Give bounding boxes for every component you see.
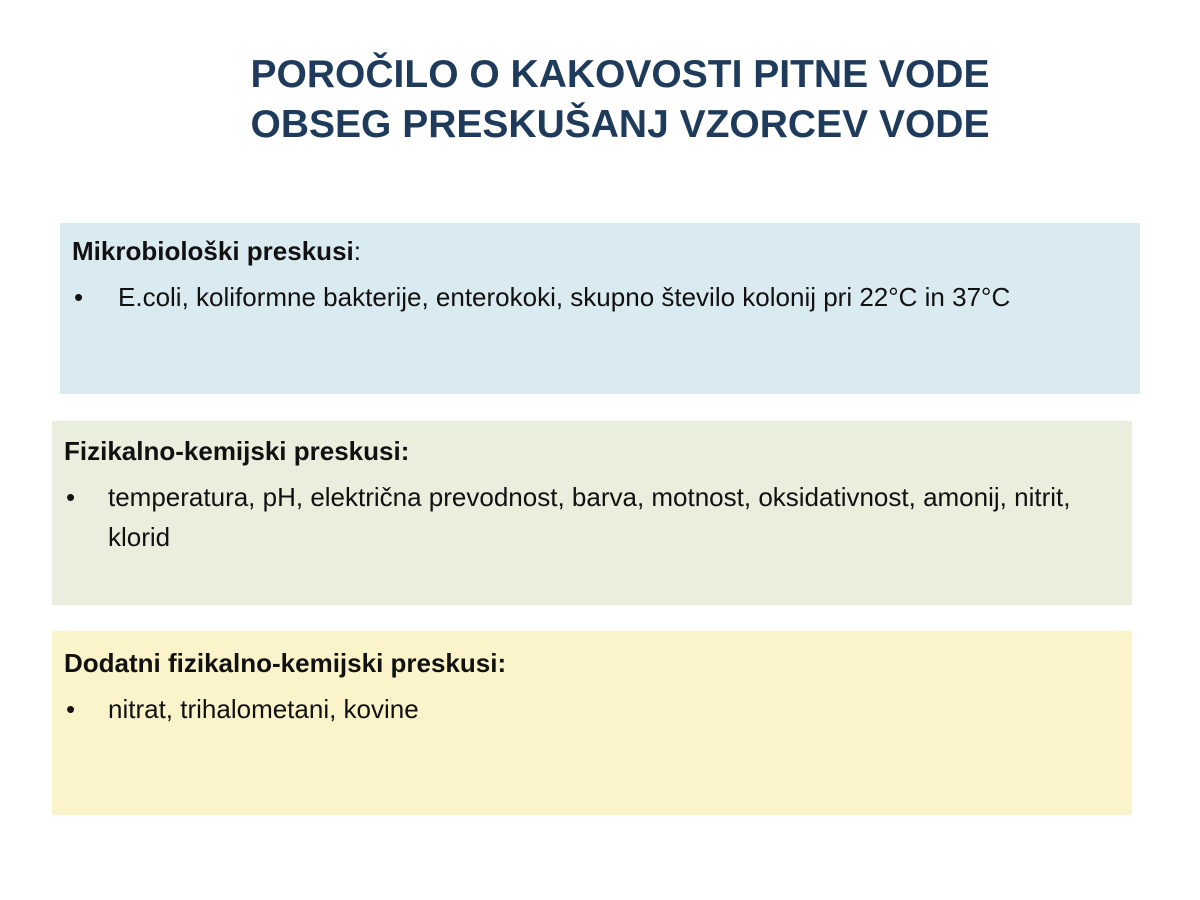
section-heading [64, 647, 1120, 679]
list-item [64, 689, 1120, 729]
title-line-1: POROČILO O KAKOVOSTI PITNE VODE [250, 53, 990, 96]
list-item [64, 477, 1120, 557]
microbiology-section [60, 223, 1140, 394]
section-heading [64, 435, 1120, 467]
section-heading-text: Mikrobiološki preskusi [72, 236, 354, 266]
bullet-icon: • [66, 482, 76, 512]
list-item-text: E.coli, koliformne bakterije, enterokoki, skupno število kolonij pri 22°C in 37°C [118, 282, 1011, 312]
bullet-icon: • [74, 282, 84, 312]
section-heading-text: Fizikalno-kemijski preskusi: [64, 436, 410, 466]
section-heading-suffix: : [353, 236, 361, 266]
section-heading-text: Dodatni fizikalno-kemijski preskusi: [64, 648, 507, 678]
section-heading [72, 235, 1128, 267]
additional-physicochemical-section [52, 631, 1132, 815]
list-item-text: temperatura, pH, električna prevodnost, barva, motnost, oksidativnost, amonij, nitrit, klorid [108, 482, 1071, 552]
bullet-icon: • [66, 694, 76, 724]
list-item-text: nitrat, trihalometani, kovine [108, 694, 419, 724]
list-item [72, 277, 1128, 317]
title-line-2: OBSEG PRESKUŠANJ VZORCEV VODE [250, 103, 990, 146]
page-title [160, 50, 1080, 150]
physicochemical-section [52, 421, 1132, 605]
